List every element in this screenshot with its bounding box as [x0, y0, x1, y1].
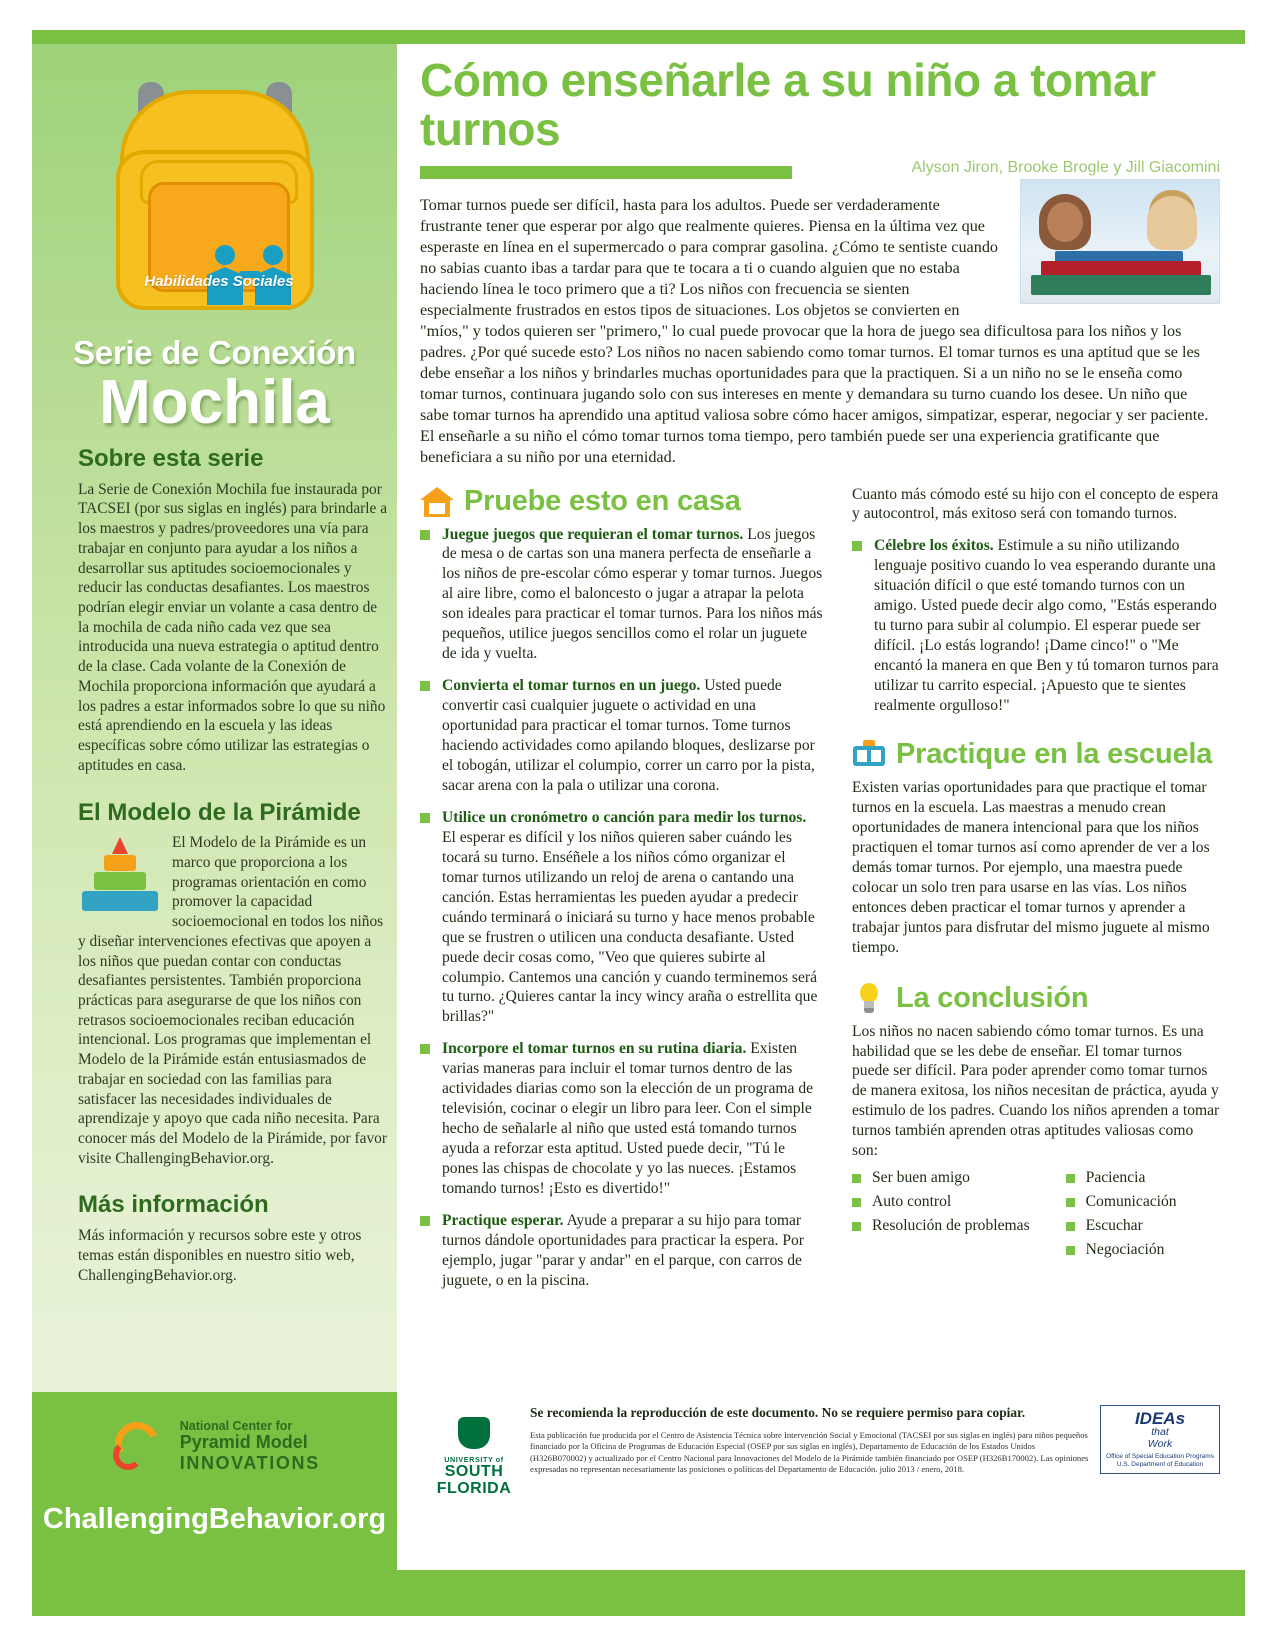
ideas-line3: Work: [1147, 1437, 1173, 1450]
list-item: [420, 1211, 824, 1291]
sidebar: [32, 44, 397, 1570]
list-item-text: Usted puede convertir casi cualquier juguete o actividad en una oportunidad para practicar el tomar turnos. Tome turnos haciendo actividades como apilando bloques, deslizarse por el tobogán, utilizar el columpio, correr un carro por la pista, sacar arena con la pala o utilizar una corona.: [442, 677, 815, 794]
more-info-heading: Más información: [78, 1191, 269, 1219]
ncpmi-logo-text: [180, 1419, 320, 1474]
ncpmi-logo: [32, 1418, 397, 1474]
website-url[interactable]: ChallengingBehavior.org: [42, 1503, 387, 1535]
backpack-body: [116, 150, 314, 310]
house-icon: [420, 485, 454, 519]
usf-line2: FLORIDA: [436, 1479, 512, 1497]
practice-school-header: [852, 738, 1220, 772]
list-item-lead: Utilice un cronómetro o canción para medir los turnos.: [442, 808, 807, 826]
practice-school-text: Existen varias oportunidades para que practique el tomar turnos en la escuela. Las maestras a menudo crean oportunidades de manera intencional para que los niños practiquen el tomar turnos así como aprender de ver a los demás tomar turnos. Por ejemplo, una maestra puede colocar un solo tren para usarse en las vías. Los niños entonces deben practicar el tomar turnos y aprender a trabajar juntos para disfrutar del mismo juguete al mismo tiempo.: [852, 778, 1210, 956]
celebrate-success-list: [852, 536, 1220, 716]
left-column: [420, 485, 824, 1303]
series-title: Mochila: [99, 368, 330, 437]
content-columns: [420, 485, 1220, 1303]
reproduction-note: Se recomienda la reproducción de este documento. No se requiere permiso para copiar.: [530, 1405, 1026, 1420]
usf-line1: SOUTH: [444, 1463, 504, 1480]
usf-bull-icon: [452, 1411, 496, 1455]
intro-paragraph: Tomar turnos puede ser difícil, hasta para los adultos. Puede ser verdaderamente frustrante tener que esperar por algo que realmente quieres. Piensa en la última vez que esperaste en línea en el supermercado o para comprar gasolina. ¿Cómo te sentiste cuando no sabias cuanto ibas a tardar para que te tocara a ti o cuando alguien que no estaba haciendo línea le toco primero que a ti? Los niños con frecuencia se sienten especialmente frustrados en estos tipos de situaciones. Los objetos se convierten en "míos," y todos quieren ser "primero," lo cual puede provocar que la hora de juego sea dificultosa para los niños y los padres. ¿Por qué sucede esto? Los niños no nacen sabiendo como tomar turnos. El tomar turnos es una aptitud que se les debe enseñar a los niños y brindarles muchas oportunidades para que la practiquen. Si a un niño no se le enseña como tomar turnos, continuara jugando solo con sus intereses en mente y demandara su turno cuando los desee. Un niño que sabe tomar turnos ha aprendido una aptitud valiosa sobre cómo hacer amigos, simpatizar, esperar, negociar y ser paciente. El enseñarle a su niño el cómo tomar turnos toma tiempo, pero también puede ser una experiencia gratificante que beneficiara a su niño por una eternidad.: [420, 195, 1209, 467]
list-item-lead: Incorpore el tomar turnos en su rutina diaria.: [442, 1040, 747, 1058]
pyramid-model-heading: El Modelo de la Pirámide: [78, 798, 361, 826]
ideas-fine-print: Office of Special Education Programs U.S. Department of Education: [1106, 1453, 1214, 1469]
list-item-lead: Convierta el tomar turnos en un juego.: [442, 677, 701, 695]
conclusion-heading: La conclusión: [896, 982, 1089, 1015]
ncpmi-line3: INNOVATIONS: [179, 1452, 320, 1473]
list-item: Resolución de problemas: [852, 1217, 1030, 1235]
skills-column-2: [1066, 1169, 1177, 1265]
main-content: [420, 56, 1220, 1303]
more-info-text: Más información y recursos sobre este y otros temas están disponibles en nuestro sitio web, ChallengingBehavior.org.: [78, 1227, 362, 1284]
byline: Alyson Jiron, Brooke Brogle y Jill Giacomini: [911, 158, 1220, 176]
list-item-lead: Célebre los éxitos.: [874, 537, 994, 555]
home-right-intro: Cuanto más cómodo esté su hijo con el concepto de espera y autocontrol, más exitoso será con tomando turnos.: [852, 485, 1219, 523]
footer: [420, 1405, 1220, 1497]
list-item: Ser buen amigo: [852, 1169, 1030, 1187]
fine-print: Esta publicación fue producida por el Centro de Asistencia Técnica sobre Intervención Social y Emocional (TACSEI por sus siglas en inglés) para niños pequeños financiado por la Oficina de Programas de Educación Especial (OSEP por sus siglas en inglés), Departamento de Educación de los Estados Unidos (H326B070002) y actualizado por el Centro Nacional para Innovaciones del Modelo de la Pirámide también financiado por OSEP (H326B170002). Las opiniones expresadas no representan necesariamente las posiciones o políticas del Departamento de Educación. julio 2013 / enero, 2018.: [530, 1429, 1089, 1475]
list-item-text: Estimule a su niño utilizando lenguaje positivo cuando lo vea esperando durante una situación difícil o que esté tomando turnos con un amigo. Usted puede decir algo como, "Estás esperando tu turno para subir al columpio. El esperar puede ser difícil. ¡Lo estás logrando! ¡Dame cinco!" o "Me encantó la manera en que Ben y tú tomaron turnos para utilizar tu carrito especial. ¡Apuesto que te sientes realmente orgulloso!": [874, 537, 1219, 715]
ncpmi-line2: Pyramid Model: [179, 1431, 308, 1452]
ideas-line1: IDEAs: [1134, 1409, 1186, 1428]
ideas-that-work-logo: [1100, 1405, 1220, 1474]
school-icon: [852, 738, 886, 772]
list-item: Escuchar: [1066, 1217, 1177, 1235]
list-item: [420, 808, 824, 1027]
ncpmi-line1: National Center for: [179, 1418, 293, 1433]
lightbulb-icon: [852, 982, 886, 1016]
about-series-heading: Sobre esta serie: [78, 445, 264, 472]
right-column: [852, 485, 1220, 1303]
children-reading-photo: [1020, 179, 1220, 304]
list-item: [420, 1039, 824, 1199]
backpack-label: Habilidades Sociales: [144, 273, 294, 290]
list-item: Negociación: [1066, 1241, 1177, 1259]
sidebar-content: [78, 444, 390, 1293]
pyramid-model-icon: [78, 837, 162, 911]
skills-column-1: [852, 1169, 1030, 1265]
ideas-line2: that: [1151, 1426, 1169, 1438]
list-item-text: Ayude a preparar a su hijo para tomar turnos dándole oportunidades para practicar la espera. Por ejemplo, jugar "parar y andar" en el parque, con carros de juguete, o en la piscina.: [442, 1212, 804, 1289]
try-at-home-list: [420, 525, 824, 1291]
list-item: Auto control: [852, 1193, 1030, 1211]
practice-school-heading: Practique en la escuela: [896, 738, 1213, 771]
list-item-lead: Practique esperar.: [442, 1212, 564, 1229]
conclusion-header: [852, 982, 1220, 1016]
ncpmi-logo-icon: [109, 1418, 167, 1474]
conclusion-text: Los niños no nacen sabiendo cómo tomar turnos. Es una habilidad que se les debe de enseñar. El tomar turnos puede ser difícil. Para poder aprender como tomar turnos de manera exitosa, los niños necesitan de práctica, ayuda y estimulo de los padres. Cuando los niños aprenden a tomar turnos también aprenden otras aptitudes valiosas como son:: [852, 1022, 1220, 1160]
usf-top-text: UNIVERSITY of: [444, 1455, 504, 1464]
list-item: [420, 525, 824, 665]
list-item: Paciencia: [1066, 1169, 1177, 1187]
try-at-home-heading: Pruebe esto en casa: [464, 485, 741, 517]
list-item: Comunicación: [1066, 1193, 1177, 1211]
list-item-text: El esperar es difícil y los niños quieren saber cuándo les tocará su turno. Enséñele a los niños cómo organizar el tomar turnos utilizando un reloj de arena o cantando una canción. Estas herramientas les pueden ayudar a predecir cuándo terminará o iniciará su turno y hace menos probable que se frustren o utilicen una conducta desafiante. Usted puede decir cosas como, "Veo que quieres subirte al columpio. Cantemos una canción y cuando terminemos será tu turno. ¿Quieres cantar la incy wincy araña o estrellita que brillas?": [442, 828, 818, 1026]
list-item: [420, 676, 824, 796]
series-kicker: Serie de Conexión: [73, 334, 356, 371]
about-series-text: La Serie de Conexión Mochila fue instaurada por TACSEI (por sus siglas en inglés) para brindarle a los maestros y padres/proveedores una vía para trabajar en conjunto para ayudar a los niños a desarrollar sus aptitudes socioemocionales y reducir las conductas desafiantes. Los maestros podrían elegir enviar un volante a casa dentro de la mochila de cada niño cada vez que sea introducida una nueva estrategia o aptitud dentro de la clase. Cada volante de la Conexión de Mochila proporciona información que ayudará a los padres a estar informados sobre lo que su niño está aprendiendo en la escuela y las ideas específicas sobre cómo utilizar las estrategias o aptitudes en casa.: [78, 480, 388, 774]
top-green-band: [32, 30, 1245, 44]
list-item-text: Existen varias maneras para incluir el tomar turnos dentro de las actividades diarias como son la elección de un programa de televisión, cocinar o elegir un libro para leer. Con el simple hecho de señalarle al niño que usted está tomando turnos ayuda a reforzar esta aptitud. Usted puede decir, "Tú le pones las chispas de chocolate y yo las nueces. ¡Estamos tomando turnos! ¡Esto es divertido!": [442, 1040, 814, 1198]
backpack-illustration: [110, 72, 320, 322]
pyramid-model-text: El Modelo de la Pirámide es un marco que proporciona a los programas orientación en como promover la capacidad socioemocional en todos los niños y diseñar intervenciones efectivas que apoyen a los niños que puedan contar con conductas desafiantes persistentes. También proporciona prácticas para asegurarse de que los niños con retrasos socioemocionales reciban educación intencional. Los programas que implementan el Modelo de la Pirámide están entusiasmados de trabajar en sociedad con las familias para satisfacer las necesidades individuales de aprendizaje y apoyo que cada niño necesita. Para conocer más del Modelo de la Pirámide, por favor visite ChallengingBehavior.org.: [78, 834, 387, 1167]
page-title: Cómo enseñarle a su niño a tomar turnos: [420, 54, 1156, 155]
usf-logo: [428, 1411, 520, 1498]
list-item: [852, 536, 1220, 716]
try-at-home-header: [420, 485, 824, 519]
list-item-text: Los juegos de mesa o de cartas son una manera perfecta de enseñarle a los niños de pre-escolar cómo esperar y tomar turnos. Juegos al aire libre, como el baloncesto o jugar a atrapar la pelota son ideales para practicar el tomar turnos. Para los niños más pequeños, utilice juegos sencillos como el rolar un juguete de ida y vuelta.: [442, 525, 823, 663]
list-item-lead: Juegue juegos que requieran el tomar turnos.: [442, 525, 744, 543]
bottom-green-band: [32, 1570, 1245, 1616]
skills-lists: [852, 1169, 1220, 1265]
